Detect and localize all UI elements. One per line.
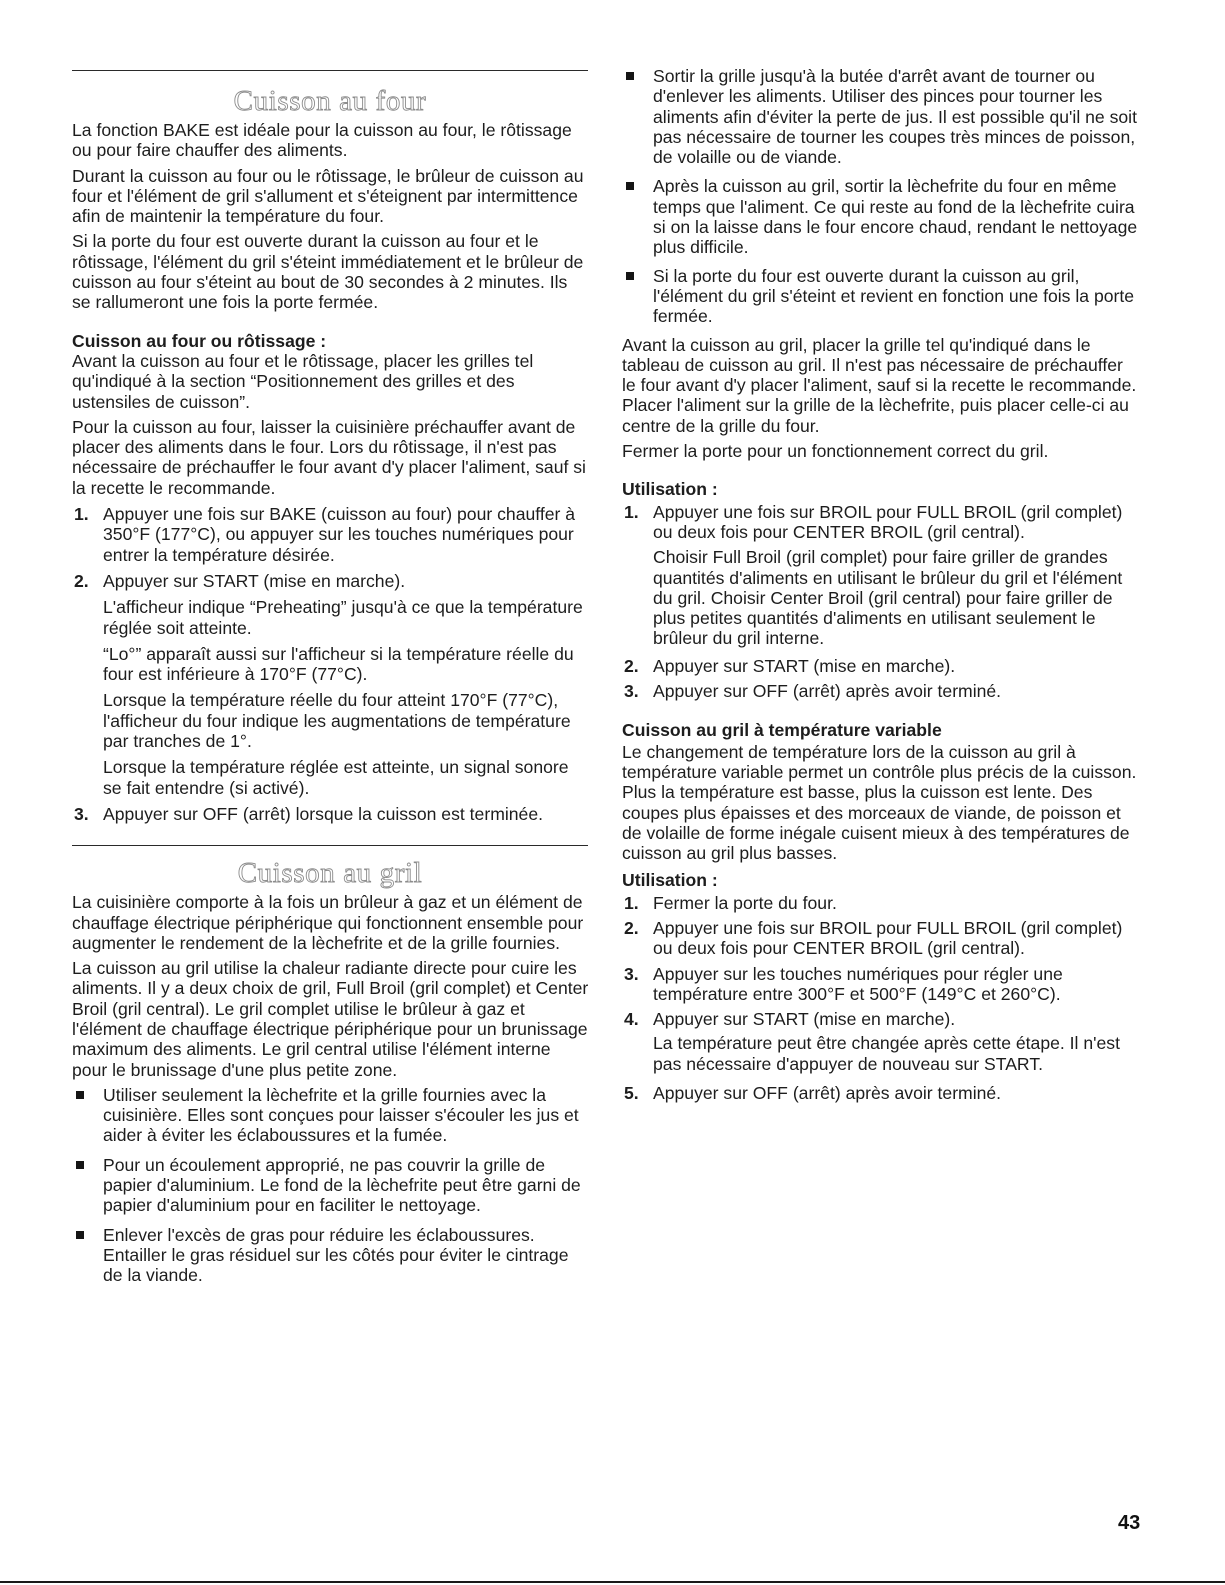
step-number: 2. — [624, 917, 639, 938]
step-text: Appuyer sur START (mise en marche). — [653, 655, 956, 676]
broil-tip — [622, 176, 1140, 257]
tip-text: Après la cuisson au gril, sortir la lèchefrite du four en même temps que l'aliment. Ce qui reste au fond de la lèchefrite cuira si on la laisse dans le four encore chaud, rendant le nettoyage plus difficile. — [653, 176, 1138, 258]
usage-heading: Utilisation : — [622, 479, 718, 500]
step-text: Appuyer sur les touches numériques pour régler une température entre 300°F et 500°F (149°C et 260°C). — [653, 963, 1063, 1004]
broil-tip — [72, 1085, 590, 1146]
bake-intro-paragraph: Durant la cuisson au four ou le rôtissage, le brûleur de cuisson au four et l'élément de gril s'allument et s'éteignent par intermittence afin de maintenir la température du four. — [72, 165, 584, 227]
step-note: Choisir Full Broil (gril complet) pour faire griller de grandes quantités d'aliments en utilisant le brûleur du gril et l'élément du gril. Choisir Center Broil (gril central) pour faire griller de plus petites quantités d'aliments en utilisant seulement le brûleur du gril interne. — [653, 547, 1123, 649]
step-number: 1. — [74, 504, 89, 525]
right-column — [622, 66, 1140, 1103]
tip-text: Enlever l'excès de gras pour réduire les éclaboussures. Entailler le gras résiduel sur les côtés pour éviter le cintrage de la viande. — [103, 1224, 569, 1286]
bullet-square-icon — [626, 72, 634, 80]
variable-broil-step — [622, 918, 1140, 959]
left-column — [72, 70, 590, 1286]
step-text: Appuyer une fois sur BROIL pour FULL BROIL (gril complet) ou deux fois pour CENTER BROIL (gril central). — [653, 501, 1123, 542]
variable-broil-heading: Cuisson au gril à température variable — [622, 720, 942, 741]
broil-intro-paragraph: La cuisinière comporte à la fois un brûleur à gaz et un élément de chauffage électrique périphérique qui fonctionnent ensemble pour augmenter le rendement de la lèchefrite et de la grille fournies. — [72, 892, 584, 953]
step-note: Lorsque la température réglée est atteinte, un signal sonore se fait entendre (si activé). — [103, 757, 569, 798]
step-number: 1. — [624, 892, 639, 913]
bullet-square-icon — [76, 1231, 84, 1239]
bullet-square-icon — [76, 1161, 84, 1169]
broil-tip — [622, 66, 1140, 167]
bullet-square-icon — [626, 182, 634, 190]
step-number: 2. — [74, 570, 89, 591]
bake-step — [72, 804, 590, 824]
step-note: L'afficheur indique “Preheating” jusqu'à ce que la température réglée soit atteinte. — [103, 597, 583, 638]
bake-subheading: Cuisson au four ou rôtissage : — [72, 330, 327, 351]
section-divider — [72, 70, 588, 71]
section-title-bake: Cuisson au four — [233, 85, 427, 117]
step-text: Appuyer sur OFF (arrêt) lorsque la cuisson est terminée. — [103, 803, 544, 824]
step-number: 2. — [624, 655, 639, 676]
usage-heading: Utilisation : — [622, 870, 718, 891]
broil-step — [622, 681, 1140, 701]
bake-paragraph: Pour la cuisson au four, laisser la cuisinière préchauffer avant de placer des aliments dans le four. Lors du rôtissage, il n'est pas nécessaire de préchauffer le four avant d'y placer l'aliment, sauf si la recette le recommande. — [72, 416, 586, 498]
tip-text: Pour un écoulement approprié, ne pas couvrir la grille de papier d'aluminium. Le fond de la lèchefrite peut être garni de papier d'aluminium pour en faciliter le nettoyage. — [103, 1154, 581, 1216]
variable-broil-step — [622, 893, 1140, 913]
tip-text: Si la porte du four est ouverte durant la cuisson au gril, l'élément du gril s'éteint et revient en fonction une fois la porte fermée. — [653, 265, 1135, 327]
step-note: Lorsque la température réelle du four atteint 170°F (77°C), l'afficheur du four indique les augmentations de température par tranches de 1°. — [103, 690, 571, 752]
bake-step — [72, 571, 590, 591]
broil-placement-paragraph: Fermer la porte pour un fonctionnement correct du gril. — [622, 441, 1049, 462]
step-number: 1. — [624, 501, 639, 522]
step-text: Appuyer sur START (mise en marche). — [653, 1009, 956, 1030]
tip-text: Sortir la grille jusqu'à la butée d'arrêt avant de tourner ou d'enlever les aliments. Utiliser des pinces pour tourner les aliments afin d'éviter la perte de jus. Il est possible qu'il ne soit pas nécessaire de tourner les coupes très minces de poisson, de volaille ou de viande. — [653, 66, 1137, 168]
tip-text: Utiliser seulement la lèchefrite et la grille fournies avec la cuisinière. Elles sont conçues pour laisser s'écouler les jus et aider à éviter les éclaboussures et la fumée. — [103, 1084, 579, 1146]
step-number: 3. — [74, 803, 89, 824]
step-text: Appuyer sur OFF (arrêt) après avoir terminé. — [653, 681, 1002, 702]
bake-paragraph: Avant la cuisson au four et le rôtissage, placer les grilles tel qu'indiqué à la section “Positionnement des grilles et des ustensiles de cuisson”. — [72, 350, 534, 412]
section-title-broil: Cuisson au gril — [237, 857, 423, 890]
section-divider — [72, 845, 588, 846]
step-number: 4. — [624, 1009, 639, 1030]
step-number: 3. — [624, 681, 639, 702]
broil-tip — [622, 266, 1140, 327]
bullet-square-icon — [626, 272, 634, 280]
variable-broil-step — [622, 1009, 1140, 1029]
step-number: 5. — [624, 1083, 639, 1104]
step-text: Appuyer une fois sur BROIL pour FULL BROIL (gril complet) ou deux fois pour CENTER BROIL (gril central). — [653, 917, 1123, 959]
bullet-square-icon — [76, 1091, 84, 1099]
variable-broil-paragraph: Le changement de température lors de la cuisson au gril à température variable permet un contrôle plus précis de la cuisson. Plus la température est basse, plus la cuisson est lente. Des coupes plus épaisses et des morceaux de viande, de poisson et de volaille de forme inégale cuisent mieux à des températures de cuisson au gril plus basses. — [622, 741, 1137, 864]
variable-broil-step — [622, 964, 1140, 1005]
step-text: Appuyer sur OFF (arrêt) après avoir terminé. — [653, 1083, 1002, 1104]
broil-intro-paragraph: La cuisson au gril utilise la chaleur radiante directe pour cuire les aliments. Il y a deux choix de gril, Full Broil (gril complet) et Center Broil (gril central). Le gril complet utilise le brûleur à gaz et l'élément de chauffage électrique périphérique pour un brunissage maximum des aliments. Le gril central utilise l'élément interne pour le brunissage d'une plus petite zone. — [72, 958, 589, 1080]
broil-step — [622, 656, 1140, 676]
page-number: 43 — [1118, 1512, 1141, 1534]
step-text: Appuyer sur START (mise en marche). — [103, 570, 406, 591]
bake-intro-paragraph: Si la porte du four est ouverte durant la cuisson au four et le rôtissage, l'élément du gril s'éteint immédiatement et le brûleur de cuisson au four s'éteint au bout de 30 secondes à 2 minutes. Ils se rallumeront une fois la porte fermée. — [72, 231, 584, 313]
step-text: Fermer la porte du four. — [653, 892, 837, 913]
step-text: Appuyer une fois sur BAKE (cuisson au four) pour chauffer à 350°F (177°C), ou appuyer sur les touches numériques pour entrer la température désirée. — [103, 504, 576, 565]
variable-broil-step — [622, 1083, 1140, 1103]
broil-placement-paragraph: Avant la cuisson au gril, placer la grille tel qu'indiqué dans le tableau de cuisson au gril. Il n'est pas nécessaire de préchauffer le four avant d'y placer l'aliment, sauf si la recette le recommande. Placer l'aliment sur la grille de la lèchefrite, puis placer celle-ci au centre de la grille du four. — [622, 334, 1137, 436]
step-note: La température peut être changée après cette étape. Il n'est pas nécessaire d'appuyer de nouveau sur START. — [653, 1033, 1120, 1074]
broil-step — [622, 502, 1140, 543]
bake-intro-paragraph: La fonction BAKE est idéale pour la cuisson au four, le rôtissage ou pour faire chauffer des aliments. — [72, 120, 572, 161]
page-bottom-edge — [0, 1581, 1225, 1583]
step-note: “Lo°” apparaît aussi sur l'afficheur si la température réelle du four est inférieure à 170°F (77°C). — [103, 643, 574, 685]
bake-step — [72, 504, 590, 565]
step-number: 3. — [624, 963, 639, 984]
broil-tip — [72, 1225, 590, 1286]
broil-tip — [72, 1155, 590, 1216]
